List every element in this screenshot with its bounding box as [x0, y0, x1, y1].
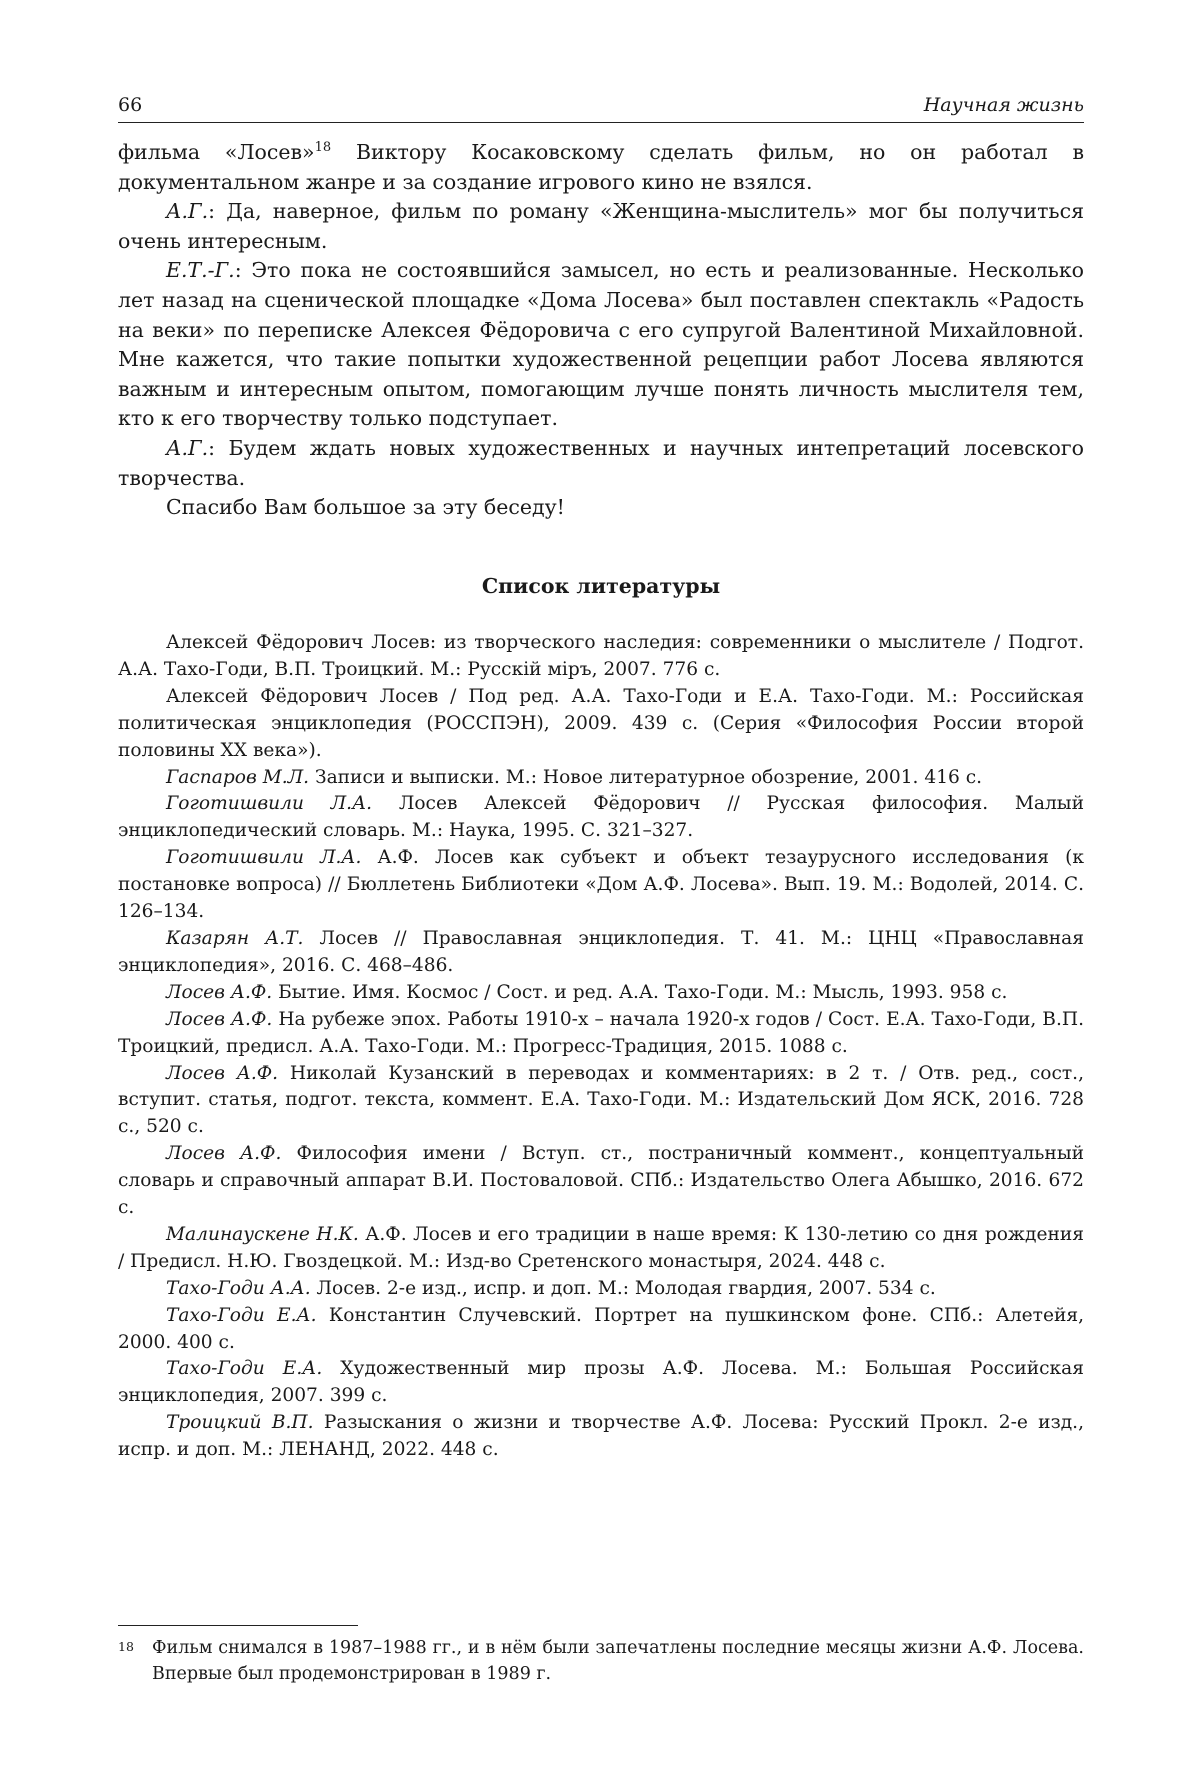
bibliography-entry	[118, 980, 1084, 1007]
footnote-number: 18	[118, 1639, 134, 1654]
entry-author: Лосев А.Ф.	[166, 981, 273, 1003]
entry-author: Гоготишвили Л.А.	[166, 793, 373, 815]
bibliography-entry	[118, 630, 1084, 684]
speaker-label: А.Г.	[166, 435, 209, 460]
speaker-label: Е.Т.-Г.	[166, 258, 235, 283]
bibliography-entry	[118, 765, 1084, 792]
speaker-label: А.Г.	[166, 199, 209, 224]
entry-text: Алексей Фёдорович Лосев / Под ред. А.А. Тахо-Годи и Е.А. Тахо-Годи. М.: Российская политическая энциклопедия (РОССПЭН), 2009. 439 с. (Серия «Философия России второй половины XX века»).	[118, 685, 1084, 761]
footnote-text: Фильм снимался в 1987–1988 гг., и в нём были запечатлены последние месяцы жизни А.Ф. Лосева. Впервые был продемонстрирован в 1989 г.	[152, 1638, 1084, 1684]
running-header	[118, 90, 1084, 123]
entry-author: Гаспаров М.Л.	[166, 766, 310, 788]
bibliography-entry	[118, 1276, 1084, 1303]
entry-text: Лосев // Православная энциклопедия. Т. 41. М.: ЦНЦ «Православная энциклопедия», 2016. С. 468–486.	[118, 927, 1084, 976]
entry-author: Тахо-Годи Е.А.	[166, 1358, 323, 1380]
bibliography-entry	[118, 684, 1084, 765]
entry-author: Малинаускене Н.К.	[166, 1223, 359, 1245]
paragraph: Спасибо Вам большое за эту беседу!	[166, 495, 565, 520]
paragraph	[118, 434, 1084, 493]
bibliography-list	[118, 630, 1084, 1464]
entry-text: Бытие. Имя. Космос / Сост. и ред. А.А. Тахо-Годи. М.: Мысль, 1993. 958 с.	[272, 981, 1008, 1003]
paragraph-text: : Будем ждать новых художественных и научных интепретаций лосевского творчества.	[118, 435, 1084, 490]
interview-text	[118, 138, 1084, 523]
paragraph-text: : Да, наверное, фильм по роману «Женщина-мыслитель» мог бы получиться очень интересным.	[118, 199, 1084, 253]
entry-author: Лосев А.Ф.	[166, 1062, 279, 1084]
entry-author: Лосев А.Ф.	[166, 1008, 273, 1030]
entry-author: Троицкий В.П.	[166, 1412, 314, 1434]
entry-text: Лосев Алексей Фёдорович // Русская философия. Малый энциклопедический словарь. М.: Наука, 1995. С. 321–327.	[118, 793, 1084, 842]
entry-author: Тахо-Годи Е.А.	[166, 1304, 317, 1326]
entry-text: На рубеже эпох. Работы 1910-х – начала 1920-х годов / Сост. Е.А. Тахо-Годи, В.П. Троицкий, предисл. А.А. Тахо-Годи. М.: Прогресс-Традиция, 2015. 1088 с.	[118, 1008, 1084, 1057]
entry-text: Разыскания о жизни и творчестве А.Ф. Лосева: Русский Прокл. 2-е изд., испр. и доп. М.: ЛЕНАНД, 2022. 448 с.	[118, 1412, 1084, 1461]
paragraph-text: Виктору Косаковскому сделать фильм, но он работал в документальном жанре и за создание игрового кино не взялся.	[118, 140, 1085, 194]
entry-author: Тахо-Годи А.А.	[166, 1277, 311, 1299]
footnote-ref[interactable]: 18	[314, 140, 332, 155]
entry-text: А.Ф. Лосев как субъект и объект тезаурусного исследования (к постановке вопроса) // Бюллетень Библиотеки «Дом А.Ф. Лосева». Вып. 19. М.: Водолей, 2014. С. 126–134.	[118, 847, 1084, 923]
entry-text: А.Ф. Лосев и его традиции в наше время: К 130-летию со дня рождения / Предисл. Н.Ю. Гвоздецкой. М.: Изд-во Сретенского монастыря, 2024. 448 с.	[118, 1223, 1084, 1272]
entry-text: Константин Случевский. Портрет на пушкинском фоне. СПб.: Алетейя, 2000. 400 с.	[118, 1304, 1084, 1353]
paragraph	[118, 197, 1084, 256]
bibliography-entry	[118, 1061, 1084, 1142]
entry-text: Философия имени / Вступ. ст., постраничный коммент., концептуальный словарь и справочный аппарат В.И. Постоваловой. СПб.: Издательство Олега Абышко, 2016. 672 с.	[118, 1143, 1085, 1219]
entry-author: Гоготишвили Л.А.	[166, 847, 362, 869]
bibliography-entry	[118, 845, 1084, 926]
entry-text: Лосев. 2-е изд., испр. и доп. М.: Молодая гвардия, 2007. 534 с.	[310, 1277, 936, 1299]
bibliography-entry	[118, 1410, 1084, 1464]
page-number: 66	[118, 94, 143, 116]
bibliography-entry	[118, 1141, 1084, 1222]
bibliography-entry	[118, 1222, 1084, 1276]
footnote-divider	[118, 1625, 358, 1626]
entry-text: Николай Кузанский в переводах и комментариях: в 2 т. / Отв. ред., сост., вступит. статья, подгот. текста, коммент. Е.А. Тахо-Годи. М.: Издательский Дом ЯСК, 2016. 728 с., 520 с.	[118, 1062, 1084, 1138]
entry-author: Лосев А.Ф.	[166, 1143, 282, 1165]
entry-author: Казарян А.Т.	[166, 927, 304, 949]
bibliography-entry	[118, 1007, 1084, 1061]
bibliography-entry	[118, 791, 1084, 845]
page	[118, 0, 1084, 1792]
paragraph	[118, 138, 1084, 197]
bibliography-title: Список литературы	[481, 574, 721, 598]
entry-text: Записи и выписки. М.: Новое литературное обозрение, 2001. 416 с.	[309, 766, 983, 788]
entry-text: Алексей Фёдорович Лосев: из творческого наследия: современники о мыслителе / Подгот. А.А. Тахо-Годи, В.П. Троицкий. М.: Русскiй мiръ, 2007. 776 с.	[118, 632, 1084, 680]
paragraph	[118, 256, 1084, 434]
running-title: Научная жизнь	[923, 94, 1084, 116]
footnote	[118, 1636, 1084, 1687]
entry-text: Художественный мир прозы А.Ф. Лосева. М.: Большая Российская энциклопедия, 2007. 399 с.	[118, 1358, 1084, 1407]
paragraph-text: : Это пока не состоявшийся замысел, но есть и реализованные. Несколько лет назад на сценической площадке «Дома Лосева» был поставлен спектакль «Радость на веки» по переписке Алексея Фёдоровича с его супругой Валентиной Михайловной. Мне кажется, что такие попытки художественной рецепции работ Лосева являются важным и интересным опытом, помогающим лучше понять личность мыслителя тем, кто к его творчеству только подступает.	[118, 258, 1084, 431]
bibliography-entry	[118, 1356, 1084, 1410]
bibliography-entry	[118, 1303, 1084, 1357]
bibliography-entry	[118, 926, 1084, 980]
paragraph-text: фильма «Лосев»	[118, 140, 315, 164]
